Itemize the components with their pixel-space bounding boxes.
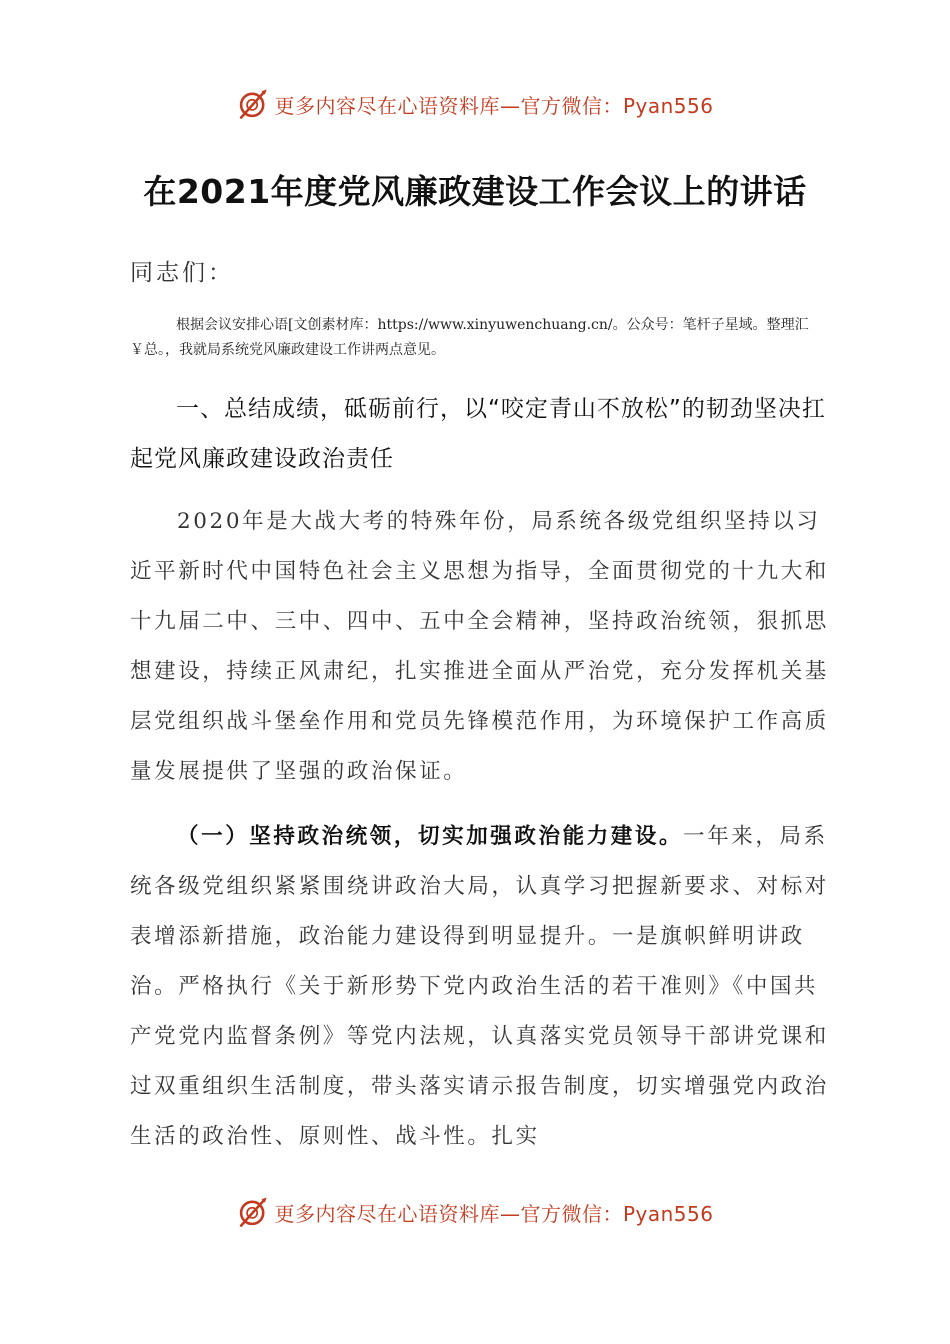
footer-watermark-text: 更多内容尽在心语资料库—官方微信：Pyan556 xyxy=(274,1201,714,1226)
header-watermark-text: 更多内容尽在心语资料库—官方微信：Pyan556 xyxy=(274,93,714,118)
paragraph-1: 2020年是大战大考的特殊年份，局系统各级党组织坚持以习近平新时代中国特色社会主义思想为指导，全面贯彻党的十九大和十九届二中、三中、四中、五中全会精神，坚持政治统领，狠抓思想建设，持续正风肃纪，扎实推进全面从严治党，充分发挥机关基层党组织战斗堡垒作用和党员先锋模范作用，为环境保护工作高质量发展提供了坚强的政治保证。 xyxy=(130,509,829,784)
header-watermark-banner xyxy=(0,84,950,124)
paragraph-2 xyxy=(130,812,830,1162)
footer-watermark-banner xyxy=(0,1192,950,1232)
source-note: 根据会议安排心语[文创素材库：https://www.xinyuwenchuang.cn/。公众号：笔杆子星域。整理汇￥总。，我就局系统党风廉政建设工作讲两点意见。 xyxy=(130,317,809,358)
greeting: 同志们： xyxy=(130,260,234,286)
paragraph-2-body: 一年来，局系统各级党组织紧紧围绕讲政治大局，认真学习把握新要求、对标对表增添新措施，政治能力建设得到明显提升。一是旗帜鲜明讲政治。严格执行《关于新形势下党内政治生活的若干准则》《中国共产党党内监督条例》等党内法规，认真落实党员领导干部讲党课和过双重组织生活制度，带头落实请示报告制度，切实增强党内政治生活的政治性、原则性、战斗性。扎实 xyxy=(130,824,829,1149)
brush-logo-icon xyxy=(236,1195,270,1229)
brush-logo-icon xyxy=(236,87,270,121)
paragraph-2-lead: （一）坚持政治统领，切实加强政治能力建设。 xyxy=(177,824,684,849)
document-title: 在2021年度党风廉政建设工作会议上的讲话 xyxy=(143,172,807,211)
section-heading-1: 一、总结成绩，砥砺前行，以“咬定青山不放松”的韧劲坚决扛起党风廉政建设政治责任 xyxy=(130,396,826,472)
